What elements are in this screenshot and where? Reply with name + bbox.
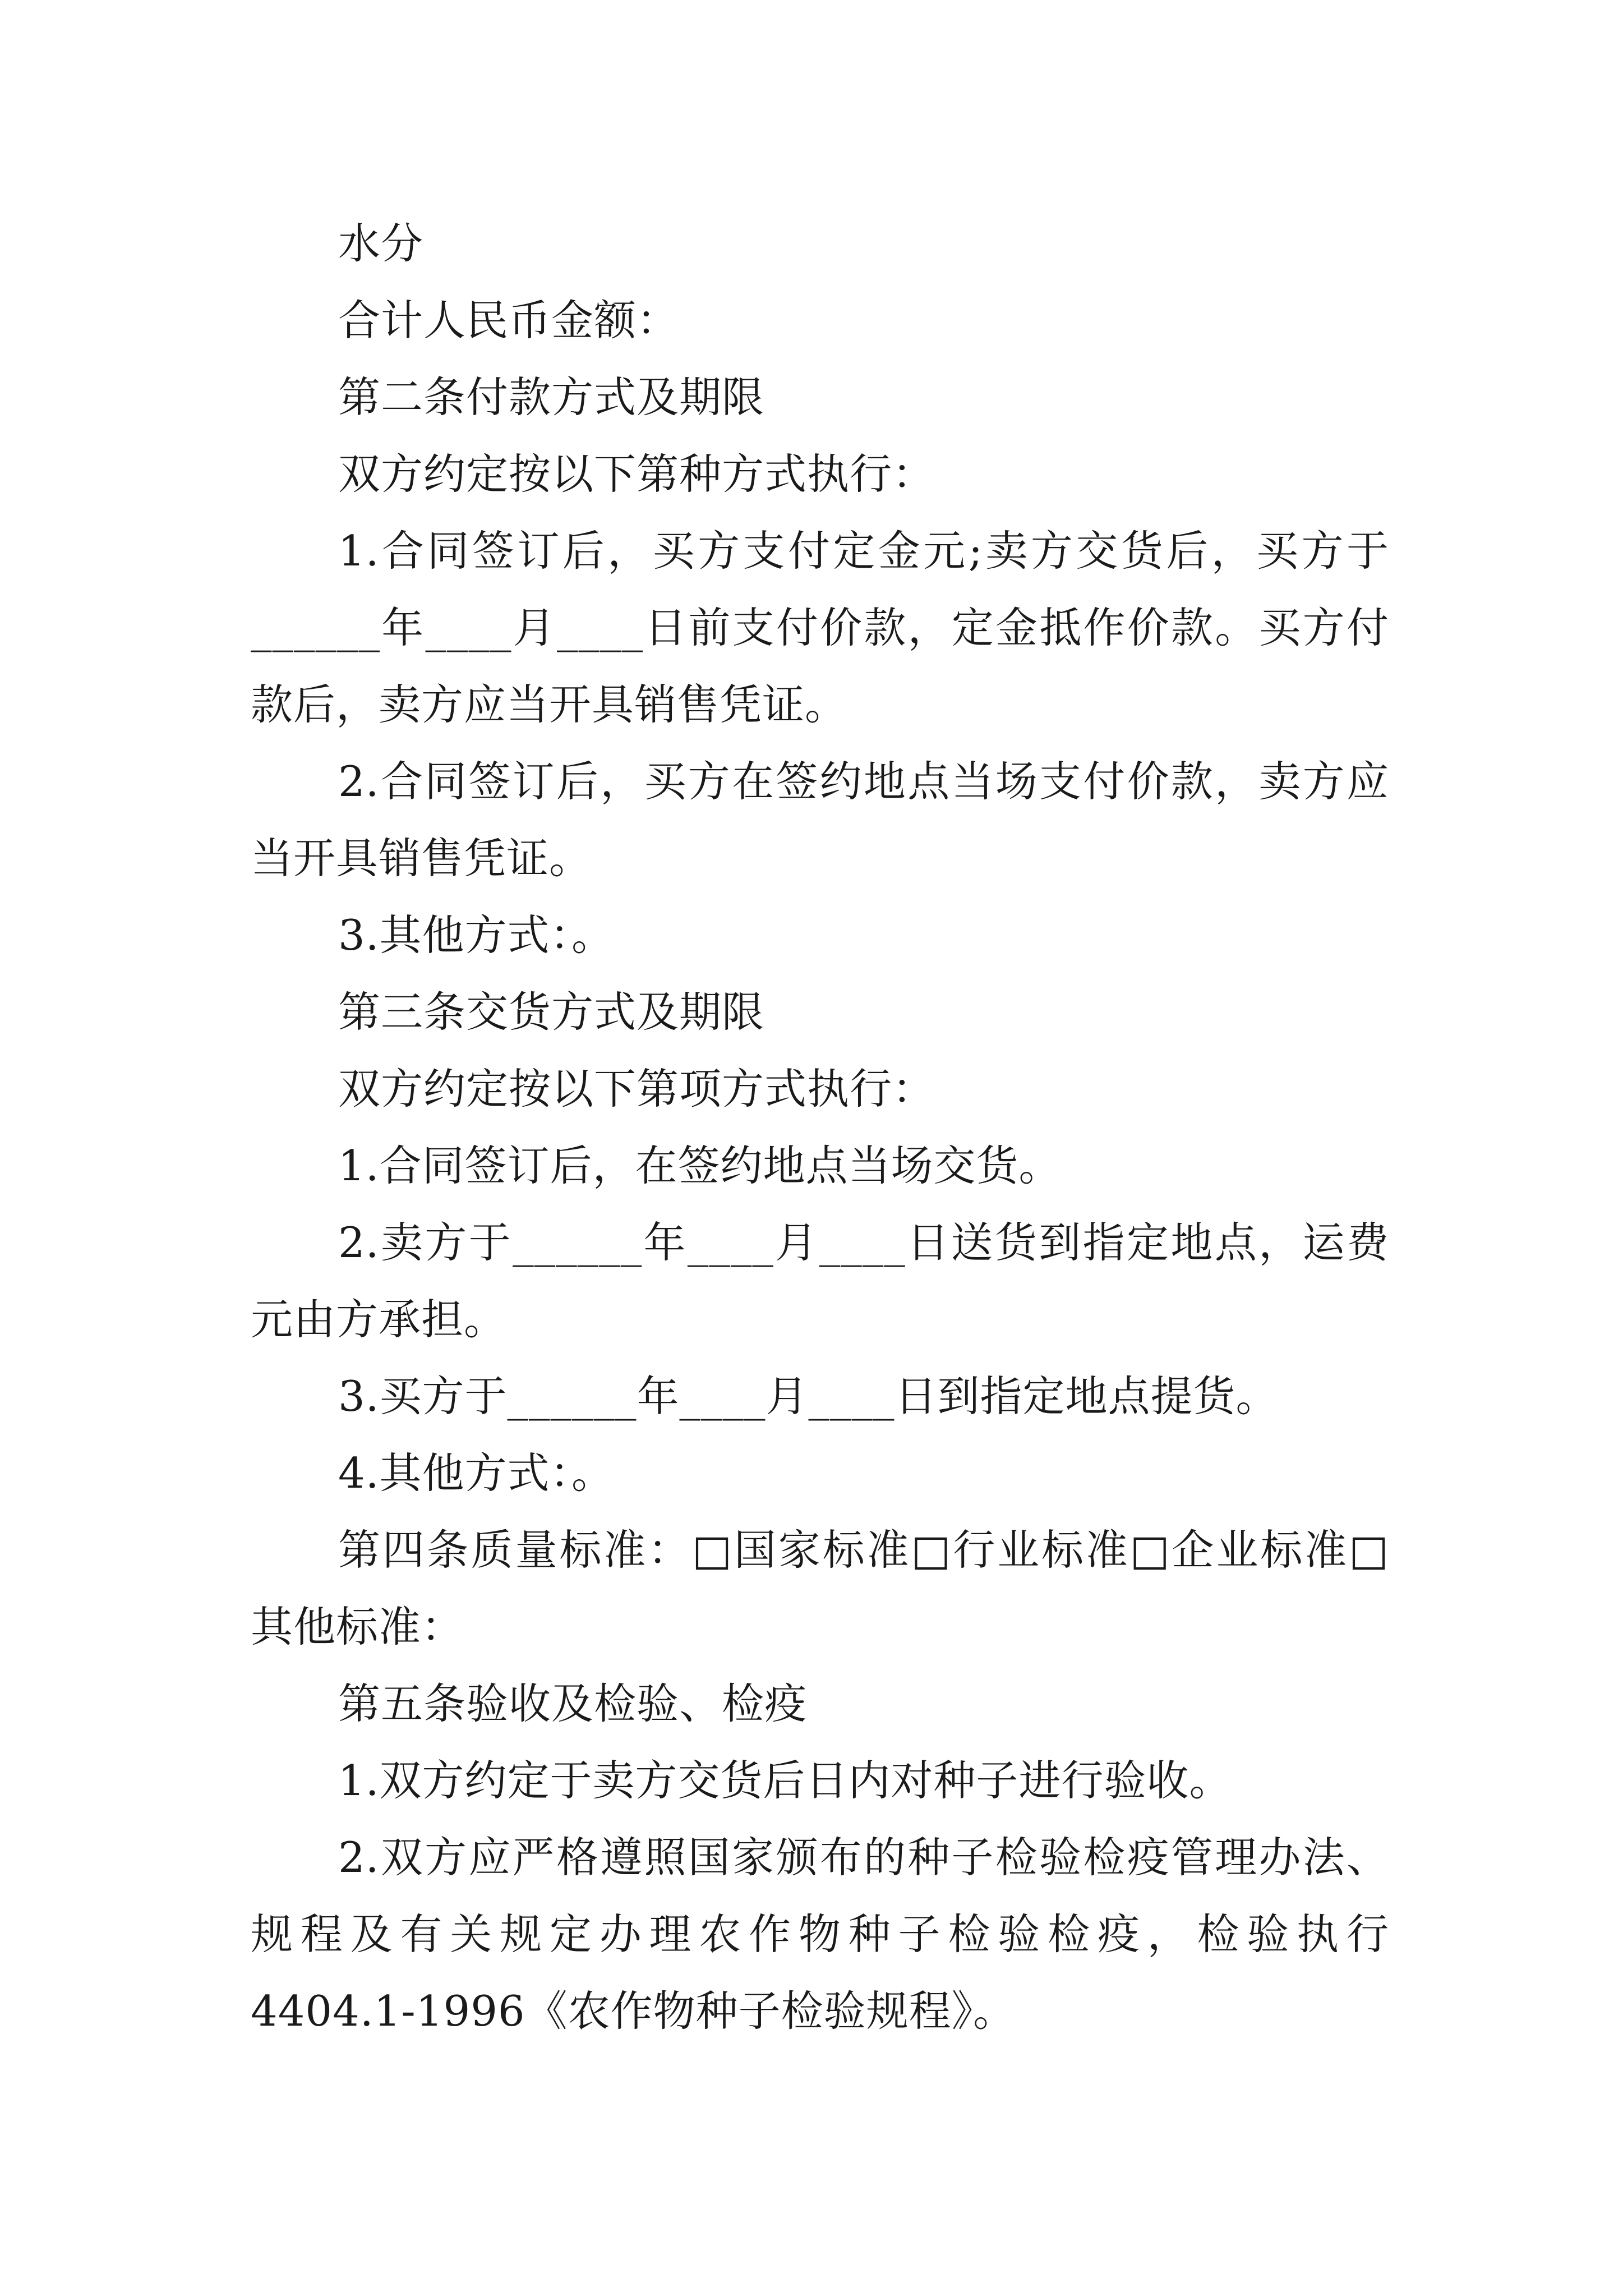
article-heading [251, 974, 1389, 1051]
paragraph [251, 436, 1389, 513]
paragraph [251, 1051, 1389, 1128]
text-line: 当开具销售凭证。 [251, 834, 592, 883]
text-line: 款后，卖方应当开具销售凭证。 [251, 680, 848, 729]
text-line: 水分 [338, 219, 424, 268]
heading-line: 第四条质量标准：□国家标准□行业标准□企业标准□ [338, 1525, 1389, 1575]
list-item [251, 1819, 1389, 2050]
list-item [251, 1204, 1389, 1358]
article-heading [251, 1665, 1389, 1742]
heading-line: 第二条付款方式及期限 [338, 372, 765, 422]
list-item [251, 1742, 1389, 1819]
text-line: 3.其他方式：。 [338, 910, 615, 960]
list-item [251, 897, 1389, 974]
text-line: 2.合同签订后，买方在签约地点当场支付价款，卖方应 [338, 757, 1389, 806]
paragraph [251, 205, 1389, 282]
list-item [251, 1358, 1389, 1435]
text-line: 1.合同签订后，在签约地点当场交货。 [338, 1141, 1062, 1190]
text-line: 3.买方于______年____月____日到指定地点提货。 [338, 1372, 1279, 1421]
text-line: 元由方承担。 [251, 1295, 507, 1344]
text-line: 4.其他方式：。 [338, 1448, 615, 1498]
text-line: 2.卖方于______年____月____日送货到指定地点，运费 [338, 1218, 1389, 1267]
heading-line: 第五条验收及检验、检疫 [338, 1679, 808, 1728]
article-heading [251, 1512, 1389, 1665]
text-line: 其他标准： [251, 1602, 464, 1651]
list-item [251, 743, 1389, 897]
text-line: 1.合同签订后，买方支付定金元;卖方交货后，买方于 [338, 526, 1389, 576]
heading-line: 第三条交货方式及期限 [338, 987, 765, 1037]
document-page [251, 205, 1389, 2050]
list-item [251, 1435, 1389, 1512]
text-line: ______年____月____日前支付价款，定金抵作价款。买方付 [251, 603, 1389, 652]
text-line: 合计人民币金额： [338, 296, 680, 345]
text-line: 4404.1-1996《农作物种子检验规程》。 [251, 1986, 1016, 2036]
list-item [251, 513, 1389, 743]
text-line: 规程及有关规定办理农作物种子检验检疫，检验执行 [251, 1910, 1389, 1959]
list-item [251, 1128, 1389, 1204]
paragraph [251, 282, 1389, 359]
text-line: 2.双方应严格遵照国家颁布的种子检验检疫管理办法、 [338, 1833, 1389, 1882]
text-line: 1.双方约定于卖方交货后日内对种子进行验收。 [338, 1756, 1232, 1805]
text-line: 双方约定按以下第项方式执行： [338, 1064, 935, 1114]
text-line: 双方约定按以下第种方式执行： [338, 449, 935, 499]
article-heading [251, 359, 1389, 436]
